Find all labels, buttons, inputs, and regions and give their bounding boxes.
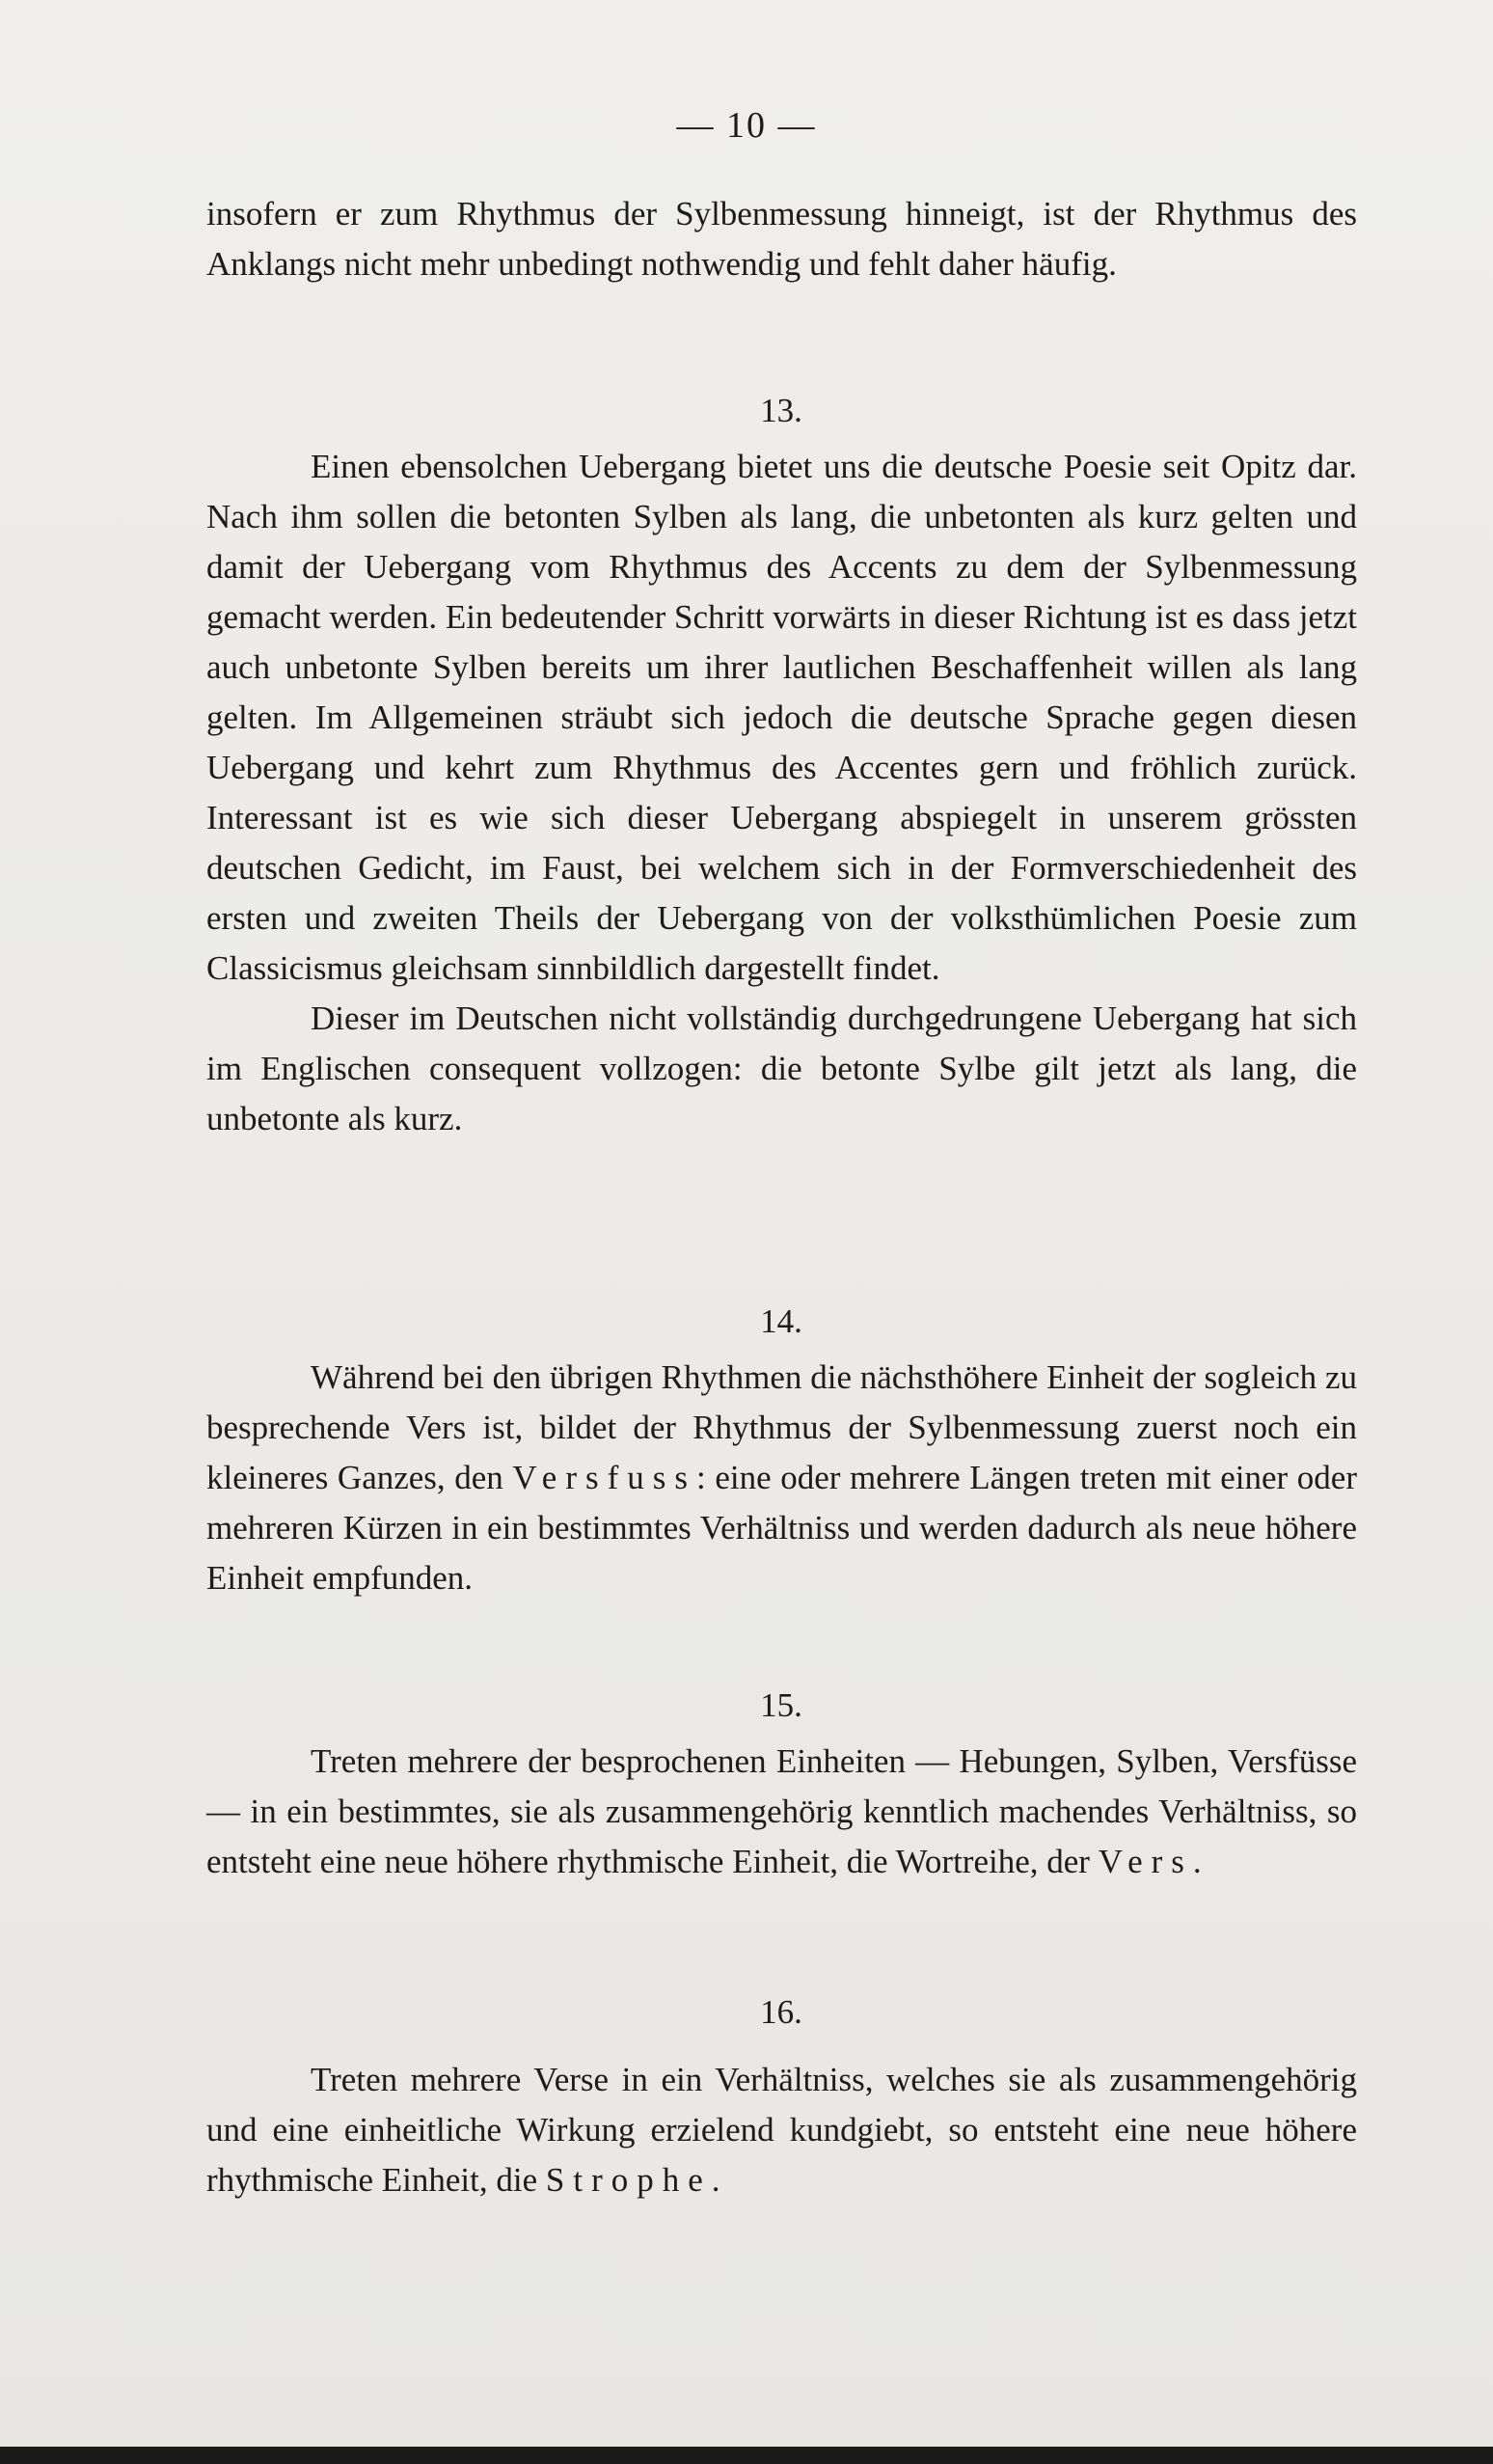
term-vers: Vers [1098,1843,1193,1880]
section-15-paragraph [206,1737,1357,1887]
section-15-text-start: Treten mehrere der besprochenen Einheiten — Hebungen, Sylben, Versfüsse — in ein bestimmtes, sie als zusammengehörig kenntlich machendes Verhältniss, so entsteht eine neue höhere rhythmische Einheit, die Wortreihe, der [206,1742,1357,1880]
term-versfuss: Versfuss [512,1459,696,1496]
section-16-body [206,2055,1357,2205]
intro-paragraph-block [206,189,1357,289]
term-strophe: Strophe [545,2161,712,2199]
section-16-text-end: . [711,2161,720,2199]
section-14-text-end: : eine oder mehrere Längen treten mit einer oder mehreren Kürzen in ein bestimmtes Verhältniss und werden dadurch als neue höhere Einheit empfunden. [206,1459,1357,1597]
scan-bottom-edge [0,2447,1493,2464]
section-14-paragraph [206,1353,1357,1603]
section-15-number: 15. [760,1686,802,1724]
section-13-body [206,442,1357,1144]
section-16-paragraph [206,2055,1357,2205]
section-16-number: 16. [760,1993,802,2031]
section-13-paragraph-1: Einen ebensolchen Uebergang bietet uns die deutsche Poesie seit Opitz dar. Nach ihm sollen die betonten Sylben als lang, die unbetonten als kurz gelten und damit der Uebergang vom Rhythmus des Accents zu dem der Sylbenmessung gemacht werden. Ein bedeutender Schritt vorwärts in dieser Richtung ist es dass jetzt auch unbetonte Sylben bereits um ihrer lautlichen Beschaffenheit willen als lang gelten. Im Allgemeinen sträubt sich jedoch die deutsche Sprache gegen diesen Uebergang und kehrt zum Rhythmus des Accentes gern und fröhlich zurück. Interessant ist es wie sich dieser Uebergang abspiegelt in unserem grössten deutschen Gedicht, im Faust, bei welchem sich in der Formverschiedenheit des ersten und zweiten Theils der Uebergang von der volksthümlichen Poesie zum Classicismus gleichsam sinnbildlich dargestellt findet. [206,448,1357,987]
intro-paragraph: insofern er zum Rhythmus der Sylbenmessung hinneigt, ist der Rhythmus des Anklangs nicht mehr unbedingt nothwendig und fehlt daher häufig. [206,195,1357,283]
section-13-paragraph-2: Dieser im Deutschen nicht vollständig durchgedrungene Uebergang hat sich im Englischen consequent vollzogen: die betonte Sylbe gilt jetzt als lang, die unbetonte als kurz. [206,999,1357,1137]
section-14-text-start: Während bei den übrigen Rhythmen die nächsthöhere Einheit der sogleich zu besprechende Vers ist, bildet der Rhythmus der Sylbenmessung zuerst noch ein kleineres Ganzes, den [206,1358,1357,1496]
section-15-text-end: . [1192,1843,1202,1880]
section-16-text-start: Treten mehrere Verse in ein Verhältniss, welches sie als zusammengehörig und eine einheitliche Wirkung erzielend kundgiebt, so entsteht eine neue höhere rhythmische Einheit, die [206,2061,1357,2199]
section-14-body [206,1353,1357,1603]
page-number: — 10 — [676,105,817,146]
section-15-body [206,1737,1357,1887]
section-14-number: 14. [760,1302,802,1340]
section-13-number: 13. [760,392,802,429]
